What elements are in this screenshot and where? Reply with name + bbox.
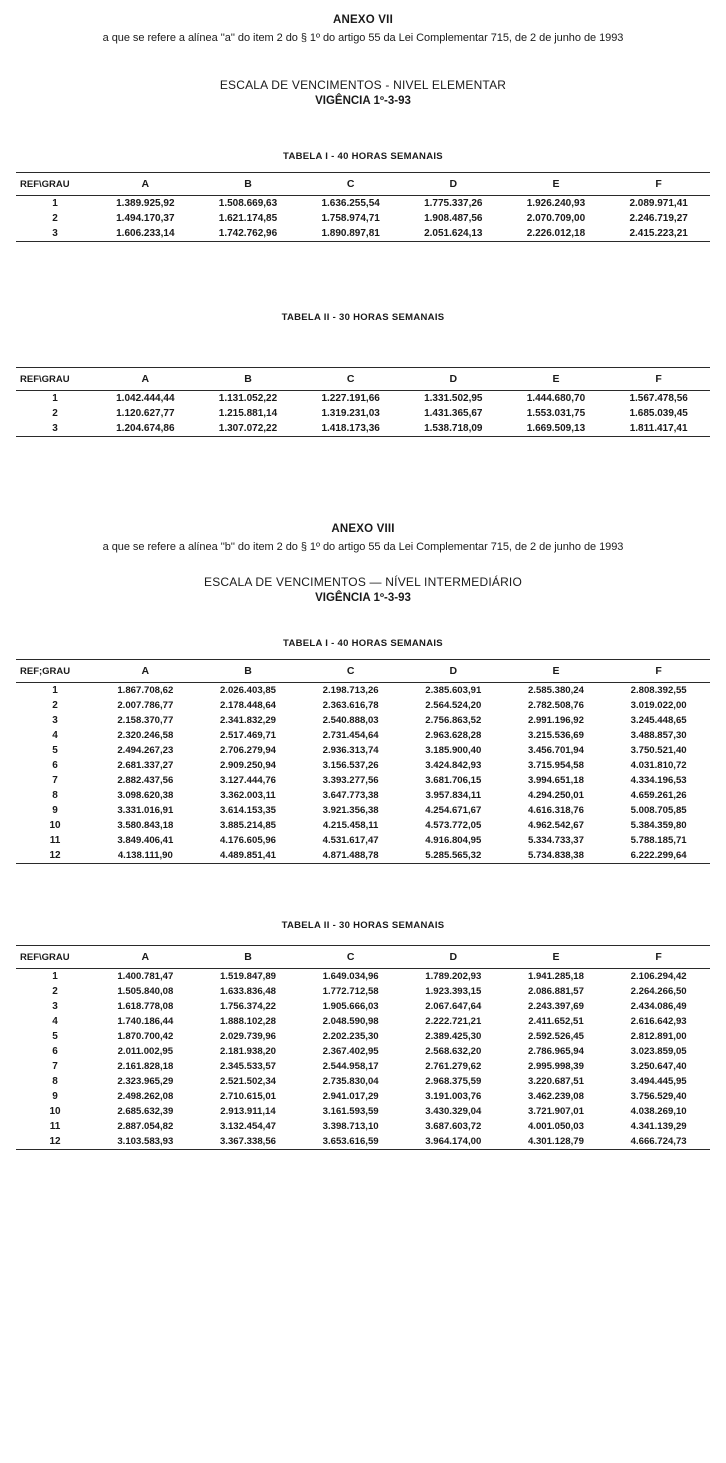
- cell-b: 4.176.605,96: [219, 835, 276, 846]
- cell-e: 3.215.536,69: [527, 730, 584, 741]
- table-row: [16, 391, 710, 407]
- table-row: [16, 1059, 710, 1074]
- table-row: [16, 1089, 710, 1104]
- cell-ref: 1: [52, 393, 58, 404]
- cell-f: 2.434.086,49: [630, 1001, 687, 1012]
- table-row: [16, 818, 710, 833]
- cell-a: 1.494.170,37: [116, 213, 175, 224]
- column-header-c: C: [299, 173, 402, 196]
- cell-f: 2.106.294,42: [630, 971, 687, 982]
- cell-e: 1.669.509,13: [505, 421, 608, 437]
- cell-d: 4.254.671,67: [425, 805, 482, 816]
- cell-e: 3.715.954,58: [527, 760, 584, 771]
- cell-d: 2.222.721,21: [425, 1016, 482, 1027]
- cell-d: 2.051.624,13: [402, 226, 505, 242]
- cell-c: 3.398.713,10: [322, 1121, 379, 1132]
- cell-e: 2.411.652,51: [528, 1016, 584, 1027]
- cell-c: 3.393.277,56: [322, 775, 379, 786]
- cell-e: 1.941.285,18: [527, 971, 584, 982]
- column-header-b: B: [197, 173, 300, 196]
- cell-c: 1.227.191,66: [321, 393, 380, 404]
- cell-c: 2.544.958,17: [322, 1061, 379, 1072]
- cell-a: 2.494.267,23: [117, 745, 174, 756]
- cell-e: 1.926.240,93: [526, 198, 586, 209]
- cell-a: 3.849.406,41: [117, 835, 174, 846]
- cell-e: 1.553.031,75: [526, 408, 586, 419]
- cell-ref: 8: [52, 1076, 58, 1087]
- cell-b: 2.517.469,71: [219, 730, 276, 741]
- cell-f: 5.788.185,71: [630, 835, 687, 846]
- cell-ref: 3: [16, 421, 94, 437]
- cell-d: 2.963.628,28: [425, 730, 482, 741]
- table-header-row: [16, 946, 710, 969]
- cell-e: 2.086.881,57: [527, 986, 584, 997]
- cell-c: 2.540.888,03: [322, 715, 379, 726]
- cell-a: 2.161.828,18: [117, 1061, 174, 1072]
- cell-e: 4.294.250,01: [527, 790, 584, 801]
- cell-f: 2.089.971,41: [629, 198, 688, 209]
- cell-b: 1.131.052,22: [218, 393, 278, 404]
- column-header-f: F: [607, 660, 710, 683]
- cell-c: 3.647.773,38: [322, 790, 379, 801]
- cell-f: 4.659.261,26: [630, 790, 687, 801]
- cell-b: 3.885.214,85: [219, 820, 276, 831]
- table-row: [16, 758, 710, 773]
- cell-c: 4.215.458,11: [322, 820, 379, 831]
- cell-a: 2.323.965,29: [117, 1076, 174, 1087]
- cell-e: 2.782.508,76: [527, 700, 584, 711]
- cell-d: 2.564.524,20: [425, 700, 482, 711]
- table-row: [16, 211, 710, 226]
- cell-a: 2.011.002,95: [117, 1046, 174, 1057]
- cell-b: 1.742.762,96: [197, 226, 300, 242]
- column-header-e: E: [505, 660, 608, 683]
- cell-b: 3.127.444,76: [219, 775, 276, 786]
- cell-ref: 3: [52, 715, 58, 726]
- cell-b: 2.521.502,34: [219, 1076, 276, 1087]
- cell-b: 2.178.448,64: [219, 700, 276, 711]
- cell-a: 2.320.246,58: [117, 730, 174, 741]
- anexo-viii-tabela-ii-caption: TABELA II - 30 HORAS SEMANAIS: [281, 920, 445, 931]
- cell-a: 2.882.437,56: [117, 775, 174, 786]
- cell-a: 1.400.781,47: [117, 971, 174, 982]
- cell-f: 2.616.642,93: [630, 1016, 687, 1027]
- cell-b: 3.362.003,11: [220, 790, 276, 801]
- cell-ref: 2: [52, 986, 58, 997]
- cell-f: 4.031.810,72: [630, 760, 687, 771]
- cell-f: 3.023.859,05: [630, 1046, 687, 1057]
- cell-c: 1.418.173,36: [299, 421, 402, 437]
- cell-ref: 5: [52, 745, 58, 756]
- cell-f: 2.415.223,21: [607, 226, 710, 242]
- cell-a: 2.685.632,39: [117, 1106, 174, 1117]
- column-header-f: F: [607, 946, 710, 969]
- cell-c: 1.758.974,71: [321, 213, 380, 224]
- cell-e: 1.444.680,70: [526, 393, 586, 404]
- cell-a: 1.618.778,08: [117, 1001, 174, 1012]
- cell-a: 1.505.840,08: [117, 986, 174, 997]
- cell-e: 4.962.542,67: [527, 820, 584, 831]
- column-header-d: D: [402, 173, 505, 196]
- cell-ref: 5: [52, 1031, 58, 1042]
- cell-c: 2.735.830,04: [322, 1076, 379, 1087]
- cell-c: 1.319.231,03: [321, 408, 380, 419]
- cell-ref: 7: [52, 775, 58, 786]
- table-row: [16, 698, 710, 713]
- cell-b: 2.913.911,14: [220, 1106, 276, 1117]
- cell-ref: 6: [52, 760, 58, 771]
- cell-e: 2.070.709,00: [526, 213, 586, 224]
- cell-c: 3.921.356,38: [322, 805, 379, 816]
- cell-b: 1.756.374,22: [219, 1001, 276, 1012]
- cell-e: 5.734.838,38: [505, 848, 608, 864]
- cell-b: 2.026.403,85: [219, 685, 276, 696]
- cell-e: 2.592.526,45: [527, 1031, 584, 1042]
- table-row: [16, 683, 710, 699]
- cell-d: 1.538.718,09: [402, 421, 505, 437]
- cell-d: 4.573.772,05: [425, 820, 482, 831]
- cell-ref: 11: [49, 835, 61, 846]
- cell-d: 3.681.706,15: [425, 775, 482, 786]
- cell-b: 2.706.279,94: [219, 745, 276, 756]
- table-row: [16, 713, 710, 728]
- cell-e: 3.456.701,94: [527, 745, 584, 756]
- cell-d: 3.185.900,40: [425, 745, 482, 756]
- table-header-row: [16, 173, 710, 196]
- cell-b: 1.508.669,63: [218, 198, 278, 209]
- table-row: [16, 984, 710, 999]
- cell-f: 3.488.857,30: [630, 730, 687, 741]
- cell-a: 1.740.186,44: [117, 1016, 174, 1027]
- cell-c: 4.871.488,78: [299, 848, 402, 864]
- cell-b: 2.345.533,57: [219, 1061, 276, 1072]
- cell-ref: 8: [52, 790, 58, 801]
- column-header-c: C: [299, 946, 402, 969]
- cell-d: 2.761.279,62: [425, 1061, 482, 1072]
- cell-a: 3.098.620,38: [117, 790, 174, 801]
- column-header-d: D: [402, 946, 505, 969]
- cell-f: 3.019.022,00: [630, 700, 687, 711]
- cell-c: 1.649.034,96: [322, 971, 379, 982]
- cell-e: 5.334.733,37: [527, 835, 584, 846]
- cell-b: 2.181.938,20: [219, 1046, 276, 1057]
- cell-d: 1.775.337,26: [424, 198, 483, 209]
- cell-b: 3.367.338,56: [197, 1134, 300, 1150]
- cell-c: 2.367.402,95: [322, 1046, 379, 1057]
- cell-f: 6.222.299,64: [607, 848, 710, 864]
- cell-e: 4.616.318,76: [527, 805, 584, 816]
- cell-d: 3.687.603,72: [425, 1121, 482, 1132]
- cell-a: 1.204.674,86: [94, 421, 197, 437]
- cell-b: 2.341.832,29: [219, 715, 276, 726]
- table-row: [16, 773, 710, 788]
- cell-f: 4.341.139,29: [630, 1121, 687, 1132]
- cell-f: 2.264.266,50: [630, 986, 687, 997]
- cell-a: 1.042.444,44: [116, 393, 175, 404]
- cell-c: 3.161.593,59: [322, 1106, 379, 1117]
- cell-f: 5.384.359,80: [630, 820, 687, 831]
- table-row: [16, 1029, 710, 1044]
- cell-ref: 1: [52, 198, 58, 209]
- cell-ref: 6: [52, 1046, 58, 1057]
- anexo-viii-subtitle: a que se refere a alínea ''b'' do item 2 do § 1º do artigo 55 da Lei Complementar 715, de 2 de junho de 1993: [102, 541, 624, 553]
- column-header-c: C: [299, 660, 402, 683]
- anexo-vii-title: ANEXO VII: [333, 14, 393, 26]
- cell-ref: 4: [52, 730, 58, 741]
- cell-d: 2.389.425,30: [425, 1031, 482, 1042]
- column-header-d: D: [402, 368, 505, 391]
- cell-b: 3.614.153,35: [219, 805, 276, 816]
- cell-ref: 10: [49, 1106, 61, 1117]
- cell-ref: 9: [52, 1091, 58, 1102]
- cell-d: 2.756.863,52: [425, 715, 482, 726]
- anexo-viii-vigencia: VIGÊNCIA 1º-3-93: [315, 592, 411, 604]
- cell-ref: 3: [52, 1001, 58, 1012]
- cell-a: 3.580.843,18: [117, 820, 174, 831]
- cell-ref: 2: [52, 213, 58, 224]
- cell-d: 2.568.632,20: [425, 1046, 482, 1057]
- cell-d: 2.067.647,64: [425, 1001, 482, 1012]
- column-header-c: C: [299, 368, 402, 391]
- column-header-e: E: [505, 368, 608, 391]
- cell-d: 3.957.834,11: [425, 790, 482, 801]
- cell-a: 2.007.786,77: [117, 700, 174, 711]
- cell-f: 1.567.478,56: [629, 393, 688, 404]
- table-row: [16, 226, 710, 242]
- cell-ref: 1: [52, 685, 58, 696]
- cell-f: 1.811.417,41: [607, 421, 710, 437]
- cell-a: 3.103.583,93: [94, 1134, 197, 1150]
- cell-ref: 7: [52, 1061, 58, 1072]
- cell-d: 1.331.502,95: [424, 393, 483, 404]
- cell-ref: 2: [52, 408, 58, 419]
- anexo-vii-subtitle: a que se refere a alínea ''a'' do item 2 do § 1º do artigo 55 da Lei Complementar 715, de 2 de junho de 1993: [102, 32, 624, 44]
- cell-f: 4.334.196,53: [630, 775, 687, 786]
- cell-d: 1.908.487,56: [424, 213, 483, 224]
- table-row: [16, 196, 710, 212]
- cell-d: 3.430.329,04: [425, 1106, 482, 1117]
- cell-c: 1.772.712,58: [322, 986, 379, 997]
- cell-f: 3.245.448,65: [630, 715, 687, 726]
- table-row: [16, 1014, 710, 1029]
- cell-c: 4.531.617,47: [322, 835, 379, 846]
- cell-b: 1.215.881,14: [218, 408, 278, 419]
- cell-b: 1.307.072,22: [197, 421, 300, 437]
- cell-ref: 12: [16, 1134, 94, 1150]
- cell-d: 3.424.842,93: [425, 760, 482, 771]
- cell-ref: 12: [16, 848, 94, 864]
- column-header-b: B: [197, 660, 300, 683]
- cell-ref: 2: [52, 700, 58, 711]
- cell-a: 1.867.708,62: [117, 685, 174, 696]
- anexo-vii-tabela-i-caption: TABELA I - 40 HORAS SEMANAIS: [283, 151, 443, 162]
- cell-c: 2.048.590,98: [322, 1016, 379, 1027]
- cell-ref: 4: [52, 1016, 58, 1027]
- cell-e: 2.991.196,92: [527, 715, 584, 726]
- cell-c: 2.363.616,78: [322, 700, 379, 711]
- cell-d: 1.923.393,15: [425, 986, 482, 997]
- cell-e: 4.301.128,79: [505, 1134, 608, 1150]
- cell-e: 3.462.239,08: [527, 1091, 584, 1102]
- cell-e: 3.220.687,51: [527, 1076, 584, 1087]
- column-header-a: A: [94, 660, 197, 683]
- cell-b: 2.710.615,01: [219, 1091, 276, 1102]
- cell-a: 1.870.700,42: [117, 1031, 174, 1042]
- cell-d: 1.789.202,93: [425, 971, 482, 982]
- table-row: [16, 833, 710, 848]
- cell-ref: 11: [49, 1121, 61, 1132]
- cell-c: 3.156.537,26: [322, 760, 379, 771]
- cell-d: 1.431.365,67: [424, 408, 483, 419]
- cell-f: 2.808.392,55: [630, 685, 687, 696]
- table-row: [16, 803, 710, 818]
- cell-a: 2.887.054,82: [117, 1121, 174, 1132]
- cell-f: 3.250.647,40: [630, 1061, 687, 1072]
- cell-b: 2.909.250,94: [219, 760, 276, 771]
- cell-a: 4.138.111,90: [94, 848, 197, 864]
- anexo-viii-title: ANEXO VIII: [331, 523, 395, 535]
- anexo-viii-tabela-i: [16, 659, 710, 864]
- table-row: [16, 421, 710, 437]
- cell-ref: 9: [52, 805, 58, 816]
- anexo-viii-tabela-i-caption: TABELA I - 40 HORAS SEMANAIS: [283, 638, 443, 649]
- cell-d: 5.285.565,32: [402, 848, 505, 864]
- cell-e: 2.585.380,24: [527, 685, 584, 696]
- cell-f: 3.756.529,40: [630, 1091, 687, 1102]
- cell-b: 4.489.851,41: [197, 848, 300, 864]
- cell-a: 1.120.627,77: [116, 408, 175, 419]
- column-header-f: F: [607, 368, 710, 391]
- cell-c: 2.731.454,64: [322, 730, 379, 741]
- table-row: [16, 999, 710, 1014]
- cell-a: 3.331.016,91: [117, 805, 174, 816]
- column-header-refgrau: REF\GRAU: [16, 368, 94, 391]
- cell-f: 3.494.445,95: [630, 1076, 687, 1087]
- cell-d: 3.191.003,76: [425, 1091, 482, 1102]
- cell-d: 2.385.603,91: [425, 685, 482, 696]
- cell-e: 2.243.397,69: [527, 1001, 584, 1012]
- column-header-d: D: [402, 660, 505, 683]
- column-header-e: E: [505, 946, 608, 969]
- cell-c: 2.202.235,30: [322, 1031, 379, 1042]
- cell-c: 1.905.666,03: [322, 1001, 379, 1012]
- table-header-row: [16, 660, 710, 683]
- cell-e: 2.995.998,39: [527, 1061, 584, 1072]
- cell-e: 4.001.050,03: [527, 1121, 584, 1132]
- table-row: [16, 406, 710, 421]
- cell-d: 2.968.375,59: [425, 1076, 482, 1087]
- cell-e: 2.786.965,94: [527, 1046, 584, 1057]
- cell-e: 3.994.651,18: [527, 775, 584, 786]
- cell-d: 4.916.804,95: [425, 835, 482, 846]
- column-header-a: A: [94, 368, 197, 391]
- cell-e: 2.226.012,18: [505, 226, 608, 242]
- cell-c: 2.936.313,74: [322, 745, 379, 756]
- table-row: [16, 1119, 710, 1134]
- cell-f: 1.685.039,45: [629, 408, 688, 419]
- cell-a: 1.389.925,92: [116, 198, 175, 209]
- column-header-b: B: [197, 946, 300, 969]
- anexo-vii-vigencia: VIGÊNCIA 1º-3-93: [315, 95, 411, 107]
- anexo-vii-tabela-i: [16, 172, 710, 242]
- cell-b: 1.888.102,28: [219, 1016, 276, 1027]
- table-row: [16, 1074, 710, 1089]
- anexo-viii-tabela-ii: [16, 945, 710, 1150]
- cell-f: 2.246.719,27: [629, 213, 688, 224]
- cell-a: 2.681.337,27: [117, 760, 174, 771]
- table-row: [16, 743, 710, 758]
- cell-c: 1.636.255,54: [321, 198, 380, 209]
- cell-c: 3.653.616,59: [299, 1134, 402, 1150]
- column-header-b: B: [197, 368, 300, 391]
- cell-b: 3.132.454,47: [219, 1121, 276, 1132]
- cell-b: 2.029.739,96: [219, 1031, 276, 1042]
- column-header-a: A: [94, 173, 197, 196]
- table-row: [16, 1104, 710, 1119]
- cell-ref: 1: [52, 971, 58, 982]
- column-header-refgrau: REF\GRAU: [16, 946, 94, 969]
- cell-d: 3.964.174,00: [402, 1134, 505, 1150]
- column-header-refgrau: REF;GRAU: [16, 660, 94, 683]
- table-row: [16, 969, 710, 985]
- cell-a: 2.498.262,08: [117, 1091, 174, 1102]
- anexo-viii-escala: ESCALA DE VENCIMENTOS — NÍVEL INTERMEDIÁRIO: [204, 575, 522, 589]
- anexo-vii-escala: ESCALA DE VENCIMENTOS - NIVEL ELEMENTAR: [219, 78, 507, 92]
- cell-c: 2.941.017,29: [322, 1091, 379, 1102]
- cell-b: 1.621.174,85: [218, 213, 278, 224]
- column-header-f: F: [607, 173, 710, 196]
- table-row: [16, 1044, 710, 1059]
- column-header-e: E: [505, 173, 608, 196]
- cell-f: 5.008.705,85: [630, 805, 687, 816]
- cell-c: 1.890.897,81: [299, 226, 402, 242]
- table-row: [16, 728, 710, 743]
- table-row: [16, 1134, 710, 1150]
- table-row: [16, 848, 710, 864]
- cell-c: 2.198.713,26: [322, 685, 379, 696]
- anexo-vii-tabela-ii: [16, 367, 710, 437]
- cell-b: 1.633.836,48: [219, 986, 276, 997]
- cell-f: 2.812.891,00: [630, 1031, 687, 1042]
- cell-f: 3.750.521,40: [630, 745, 687, 756]
- cell-b: 1.519.847,89: [219, 971, 276, 982]
- cell-ref: 10: [49, 820, 61, 831]
- cell-a: 2.158.370,77: [117, 715, 174, 726]
- column-header-a: A: [94, 946, 197, 969]
- cell-e: 3.721.907,01: [527, 1106, 584, 1117]
- table-header-row: [16, 368, 710, 391]
- cell-f: 4.038.269,10: [630, 1106, 687, 1117]
- cell-ref: 3: [16, 226, 94, 242]
- anexo-vii-tabela-ii-caption: TABELA II - 30 HORAS SEMANAIS: [281, 312, 445, 323]
- cell-f: 4.666.724,73: [607, 1134, 710, 1150]
- table-row: [16, 788, 710, 803]
- cell-a: 1.606.233,14: [94, 226, 197, 242]
- column-header-refgrau: REF\GRAU: [16, 173, 94, 196]
